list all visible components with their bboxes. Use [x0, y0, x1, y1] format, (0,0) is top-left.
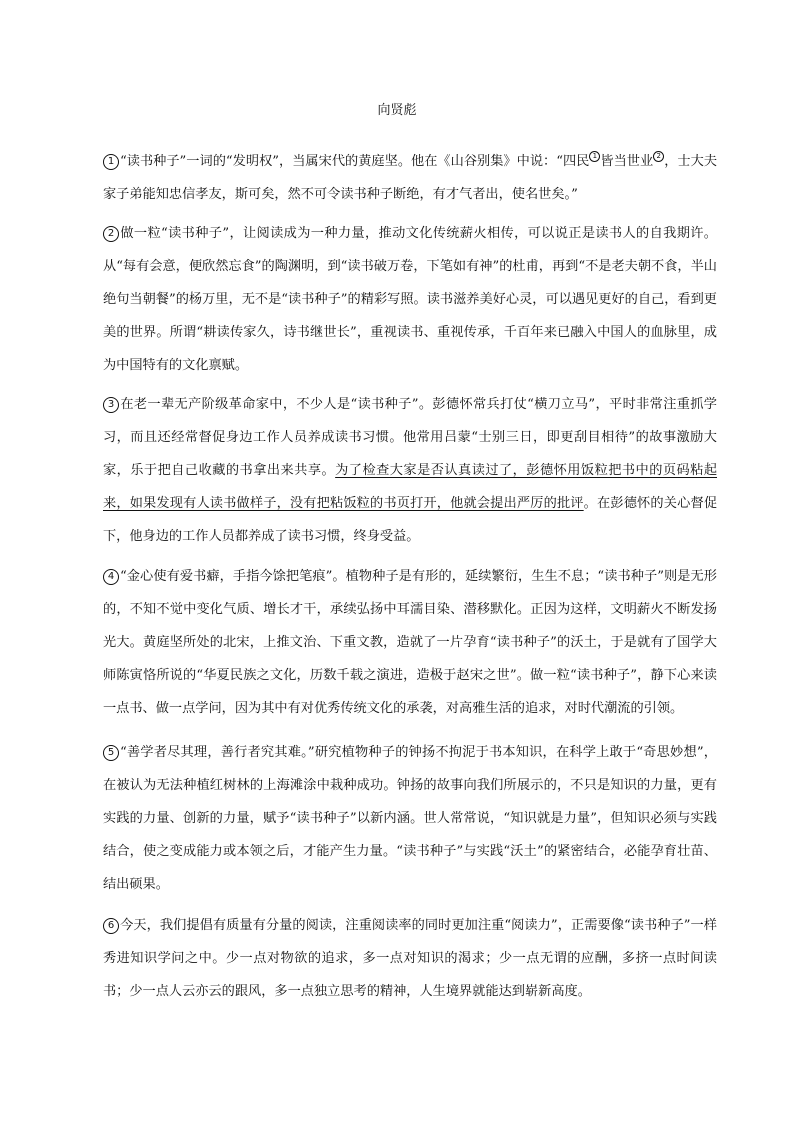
paragraph-number-5: 5 — [103, 745, 119, 761]
paragraph-6-text: 今天，我们提倡有质量有分量的阅读，注重阅读率的同时更加注重“阅读力”，正需要像“读书种子”一样秀进知识学问之中。少一点对物欲的追求，多一点对知识的渴求；少一点无谓的应酬，多挤一点时间读书；少一点人云亦云的跟风，多一点独立思考的精神，人生境界就能达到崭新高度。 — [103, 918, 717, 999]
paragraph-4 — [103, 560, 717, 725]
paragraph-1-text-c: ，士大夫家子弟能知忠信孝友，斯可矣，然不可令读书种子断绝，有才气者出，使名世矣。” — [103, 154, 718, 202]
paragraph-number-4: 4 — [103, 569, 119, 585]
paragraph-1-text-a: “读书种子”一词的“发明权”，当属宋代的黄庭坚。他在《山谷别集》中说：“四民 — [120, 154, 590, 169]
paragraph-1 — [103, 145, 717, 211]
paragraph-1-text-b: 皆当世业 — [600, 154, 654, 169]
paragraph-number-2: 2 — [103, 226, 119, 242]
paragraph-2-text: 做一粒“读书种子”，让阅读成为一种力量，推动文化传统薪火相传，可以说正是读书人的自我期许。从“每有会意，便欣然忘食”的陶渊明，到“读书破万卷，下笔如有神”的杜甫，再到“不是老夫朝不食，半山绝句当朝餐”的杨万里，无不是“读书种子”的精彩写照。读书滋养美好心灵，可以遇见更好的自己，看到更美的世界。所谓“耕读传家久，诗书继世长”，重视读书、重视传承，千百年来已融入中国人的血脉里，成为中国特有的文化禀赋。 — [103, 226, 717, 373]
paragraph-3 — [103, 388, 717, 553]
paragraph-5-text: “善学者尽其理，善行者究其难。”研究植物种子的钟扬不拘泥于书本知识，在科学上敢于“奇思妙想”，在被认为无法种植红树林的上海滩涂中栽种成功。钟扬的故事向我们所展示的，不只是知识的力量，更有实践的力量、创新的力量，赋予“读书种子”以新内涵。世人常常说，“知识就是力量”，但知识必须与实践结合，使之变成能力或本领之后，才能产生力量。“读书种子”与实践“沃土”的紧密结合，必能孕育壮苗、结出硕果。 — [103, 745, 717, 892]
underlined-sentence: 为了检查大家是否认真读过了，彭德怀用饭粒把书中的页码粘起来，如果发现有人读书做样子，没有把粘饭粒的书页打开，他就会提出严厉的批评 — [103, 463, 718, 511]
paragraph-2 — [103, 217, 717, 382]
paragraph-6 — [103, 909, 717, 1008]
paragraph-4-text: “金心使有爱书癖，手指今馀把笔痕”。植物种子是有形的，延续繁衍，生生不息；“读书种子”则是无形的，不知不觉中变化气质、增长才干，承续弘扬中耳濡目染、潜移默化。正因为这样，文明薪火不断发扬光大。黄庭坚所处的北宋，上推文治、下重文教，造就了一片孕育“读书种子”的沃土，于是就有了国学大师陈寅恪所说的“华夏民族之文化，历数千载之演进，造极于赵宋之世”。做一粒“读书种子”，静下心来读一点书、做一点学问，因为其中有对优秀传统文化的承袭，对高雅生活的追求，对时代潮流的引领。 — [103, 569, 717, 716]
footnote-marker-1: 1 — [589, 151, 600, 162]
paragraph-number-3: 3 — [103, 397, 119, 413]
paragraph-5 — [103, 736, 717, 901]
footnote-marker-2: 2 — [653, 151, 664, 162]
paragraph-number-6: 6 — [103, 918, 119, 934]
paragraph-3-text-b: 。在彭德怀的关心督促下，他身边的工作人员都养成了读书习惯，终身受益。 — [103, 496, 718, 544]
paragraph-3-text-a: 在老一辈无产阶级革命家中，不少人是“读书种子”。彭德怀常兵打仗“横刀立马”，平时非常注重抓学习，而且还经常督促身边工作人员养成读书习惯。他常用吕蒙“士别三日，即更刮目相待”的故事激励大家，乐于把自己收藏的书拿出来共享。 — [103, 397, 717, 478]
paragraph-number-1: 1 — [103, 154, 119, 170]
author-name: 向贤彪 — [377, 103, 417, 118]
